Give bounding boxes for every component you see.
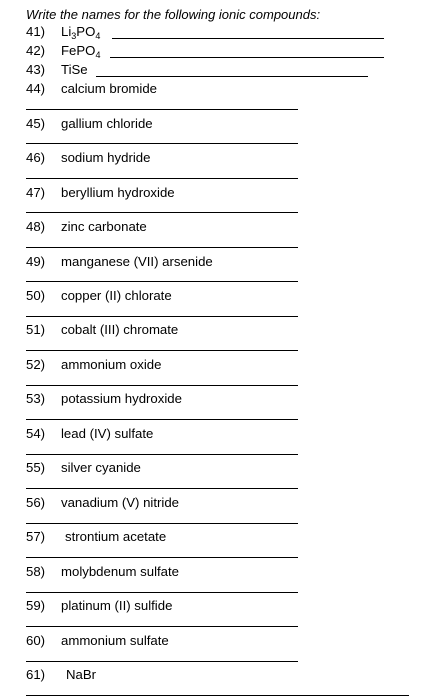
answer-line-51[interactable] [26,350,298,351]
compound-name: silver cyanide [61,460,141,475]
compound-name: calcium bromide [61,81,158,96]
question-number: 45) [26,116,46,131]
question-number: 44) [26,81,46,96]
compound-name: molybdenum sulfate [61,564,180,579]
question-44 [26,81,157,97]
compound-name: ammonium oxide [61,357,162,372]
question-number: 50) [26,288,46,303]
question-number: 57) [26,529,46,544]
question-58 [26,564,179,580]
question-53 [26,391,182,407]
compound-name: vanadium (V) nitride [61,495,180,510]
question-48 [26,219,147,235]
compound-name: zinc carbonate [61,219,147,234]
compound-name: cobalt (III) chromate [61,322,179,337]
formula-subscript: 4 [95,31,101,41]
question-number: 58) [26,564,46,579]
compound-name: copper (II) chlorate [61,288,172,303]
question-number: 47) [26,185,46,200]
answer-line-41[interactable] [112,38,384,39]
compound-name: lead (IV) sulfate [61,426,154,441]
answer-line-49[interactable] [26,281,298,282]
compound-name: strontium acetate [65,529,167,544]
question-number: 59) [26,598,46,613]
question-54 [26,426,153,442]
answer-line-52[interactable] [26,385,298,386]
question-47 [26,185,175,201]
question-number: 55) [26,460,46,475]
compound-name: manganese (VII) arsenide [61,254,213,269]
question-61 [26,667,96,683]
question-43 [26,62,88,78]
answer-line-53[interactable] [26,419,298,420]
compound-name: NaBr [66,667,97,682]
question-number: 49) [26,254,46,269]
question-46 [26,150,150,166]
answer-line-47[interactable] [26,212,298,213]
formula-part: FePO [61,43,96,58]
compound-name: sodium hydride [61,150,151,165]
question-number: 56) [26,495,46,510]
answer-line-60[interactable] [26,661,298,662]
question-number: 48) [26,219,46,234]
answer-line-61[interactable] [26,695,409,696]
answer-line-58[interactable] [26,592,298,593]
compound-name: gallium chloride [61,116,153,131]
worksheet-title: Write the names for the following ionic compounds: [26,7,321,22]
compound-name: beryllium hydroxide [61,185,175,200]
question-59 [26,598,172,614]
question-41 [26,24,100,40]
compound-name: platinum (II) sulfide [61,598,173,613]
answer-line-48[interactable] [26,247,298,248]
compound-name: potassium hydroxide [61,391,182,406]
question-number: 54) [26,426,46,441]
formula-part: TiSe [61,62,88,77]
question-57 [26,529,166,545]
question-49 [26,254,213,270]
answer-line-50[interactable] [26,316,298,317]
question-number: 42) [26,43,46,58]
question-number: 61) [26,667,46,682]
answer-line-56[interactable] [26,523,298,524]
question-number: 53) [26,391,46,406]
question-60 [26,633,169,649]
answer-line-59[interactable] [26,626,298,627]
question-52 [26,357,161,373]
question-45 [26,116,153,132]
question-number: 60) [26,633,46,648]
question-number: 41) [26,24,46,39]
answer-line-45[interactable] [26,143,298,144]
question-56 [26,495,179,511]
answer-line-55[interactable] [26,488,298,489]
answer-line-46[interactable] [26,178,298,179]
question-number: 46) [26,150,46,165]
answer-line-54[interactable] [26,454,298,455]
question-number: 51) [26,322,46,337]
answer-line-57[interactable] [26,557,298,558]
formula-subscript: 3 [71,31,77,41]
answer-line-43[interactable] [96,76,368,77]
question-number: 52) [26,357,46,372]
question-42 [26,43,100,59]
question-number: 43) [26,62,46,77]
compound-name: ammonium sulfate [61,633,169,648]
formula-part: Li [61,24,72,39]
answer-line-42[interactable] [110,57,384,58]
answer-line-44[interactable] [26,109,298,110]
question-55 [26,460,141,476]
formula-subscript: 4 [95,50,101,60]
question-51 [26,322,178,338]
question-50 [26,288,172,304]
formula-part: PO [76,24,96,39]
